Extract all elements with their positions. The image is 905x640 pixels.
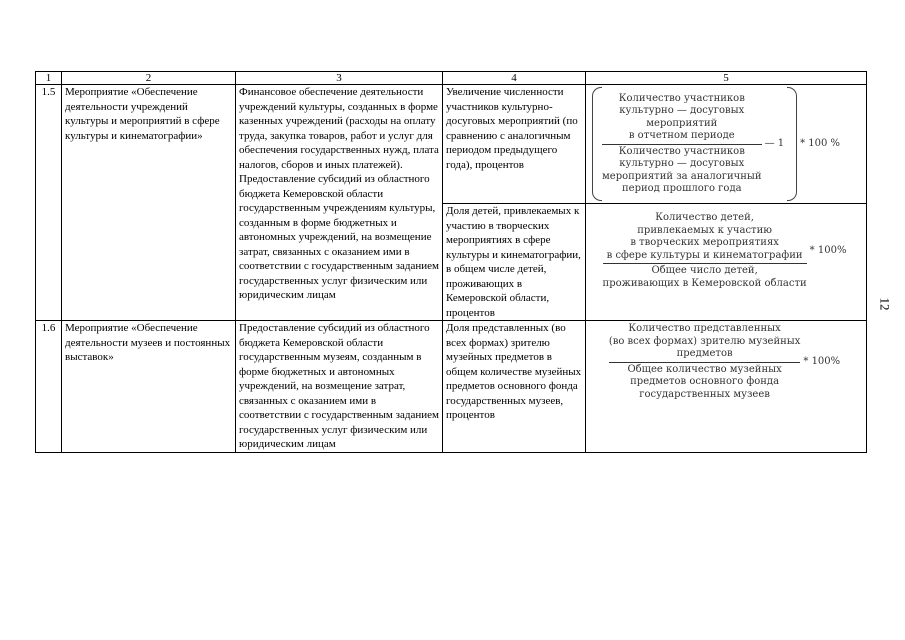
table-row-1-5 bbox=[36, 85, 867, 204]
program-table bbox=[35, 71, 867, 453]
fraction-bar bbox=[609, 362, 801, 363]
indicator-text: Доля представленных (во всех формах) зрителю музейных предметов в общем количестве музейных предметов основного фонда государственных музеев, процентов bbox=[443, 321, 586, 453]
indicator-formula bbox=[586, 321, 867, 453]
formula-minus-one: — 1 bbox=[764, 137, 785, 149]
formula-participants-growth bbox=[592, 87, 864, 201]
event-description: Финансовое обеспечение деятельности учреждений культуры, созданных в форме казенных учреждений (расходы на оплату труда, закупка товаров, работ и услуг для обеспечения государственных нужд, плата налогов, сборов и иных платежей). Предоставление субсидий из областного бюджета Кемеровской области государственным учреждениям культуры, созданным в форме бюджетных и автономных учреждений, на возмещение затрат, связанных с оказанием ими в соответствии с государственным заданием государственных услуг физическим или юридическим лицам bbox=[236, 85, 443, 321]
indicator-text: Увеличение численности участников культурно-досуговых мероприятий (по сравнению с аналогичным периодом предыдущего года), процентов bbox=[443, 85, 586, 204]
header-col-2: 2 bbox=[62, 72, 236, 85]
formula-numerator: Количество представленных (во всех формах) зрителю музейных предметов bbox=[608, 323, 801, 359]
formula-museum-share bbox=[588, 323, 864, 401]
formula-factor: * 100% bbox=[809, 244, 847, 256]
fraction-bar bbox=[603, 263, 807, 264]
indicator-text: Доля детей, привлекаемых к участию в творческих мероприятиях в сфере культуры и кинематографии, в общем числе детей, проживающих в Кемеровской области, процентов bbox=[443, 204, 586, 321]
row-number: 1.6 bbox=[36, 321, 62, 453]
fraction bbox=[603, 212, 807, 290]
header-col-4: 4 bbox=[443, 72, 586, 85]
indicator-formula bbox=[586, 204, 867, 321]
header-row bbox=[36, 72, 867, 85]
row-number: 1.5 bbox=[36, 85, 62, 321]
page-number: 12 bbox=[877, 297, 893, 311]
fraction bbox=[609, 323, 801, 401]
table-row-1-6 bbox=[36, 321, 867, 453]
right-paren bbox=[787, 87, 797, 201]
formula-numerator: Количество участников культурно — досуговых мероприятий в отчетном периоде bbox=[618, 92, 745, 141]
header-col-3: 3 bbox=[236, 72, 443, 85]
formula-numerator: Количество детей, привлекаемых к участию в творческих мероприятиях в сфере культуры и кинематографии bbox=[606, 212, 803, 261]
formula-denominator: Количество участников культурно — досуговых мероприятий за аналогичный период прошлого года bbox=[602, 145, 762, 194]
left-paren bbox=[592, 87, 602, 201]
event-name: Мероприятие «Обеспечение деятельности учреждений культуры и мероприятий в сфере культуры и кинематографии» bbox=[62, 85, 236, 321]
fraction-bar bbox=[602, 144, 762, 145]
formula-children-share bbox=[588, 212, 864, 290]
indicator-formula bbox=[586, 85, 867, 204]
header-col-1: 1 bbox=[36, 72, 62, 85]
formula-factor: * 100 % bbox=[800, 137, 841, 149]
header-col-5: 5 bbox=[586, 72, 867, 85]
event-description: Предоставление субсидий из областного бюджета Кемеровской области государственным музеям, созданным в форме бюджетных и автономных учреждений, на возмещение затрат, связанных с оказанием ими в соответствии с государственным заданием государственных услуг физическим или юридическим лицам bbox=[236, 321, 443, 453]
formula-factor: * 100% bbox=[803, 355, 841, 367]
event-name: Мероприятие «Обеспечение деятельности музеев и постоянных выставок» bbox=[62, 321, 236, 453]
fraction bbox=[602, 93, 762, 196]
formula-denominator: Общее количество музейных предметов основного фонда государственных музеев bbox=[627, 363, 782, 400]
formula-denominator: Общее число детей, проживающих в Кемеровской области bbox=[602, 265, 807, 289]
